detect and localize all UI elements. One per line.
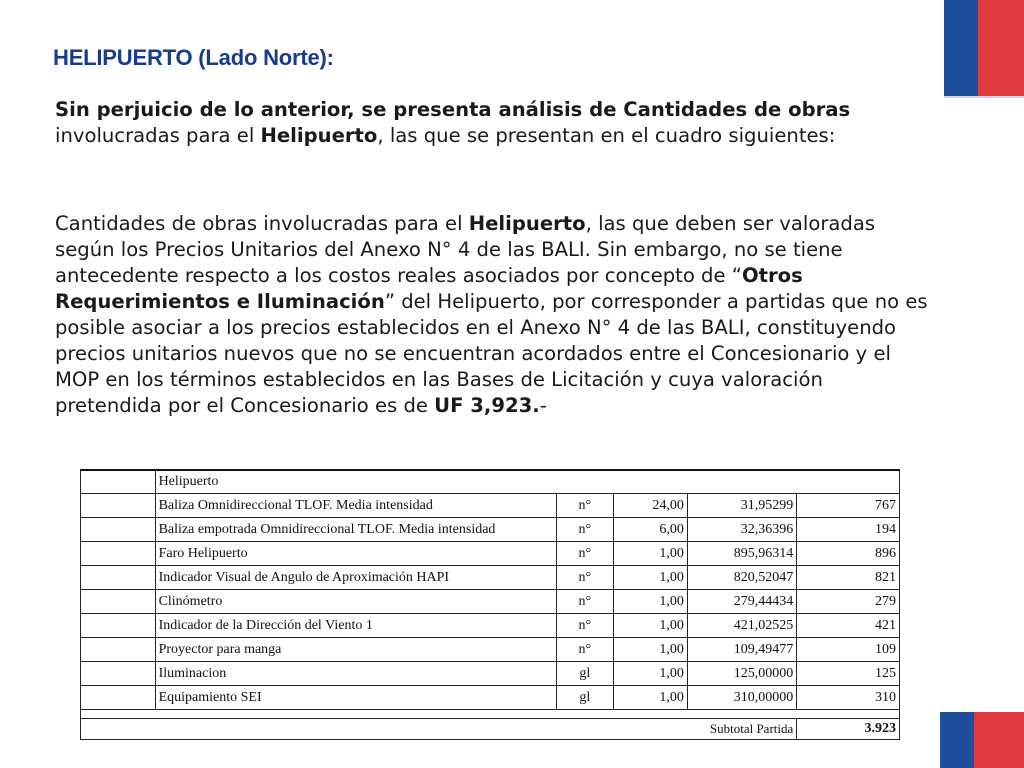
row-total: 896	[797, 542, 900, 566]
row-unit: n°	[556, 542, 614, 566]
table-row	[81, 542, 900, 566]
row-unit: n°	[556, 494, 614, 518]
row-total: 279	[797, 590, 900, 614]
row-unit-price: 820,52047	[687, 566, 796, 590]
row-description: Clinómetro	[155, 590, 556, 614]
row-unit-price: 109,49477	[687, 638, 796, 662]
row-unit-price: 125,00000	[687, 662, 796, 686]
row-description: Baliza Omnidireccional TLOF. Media intensidad	[155, 494, 556, 518]
row-index-cell	[81, 638, 156, 662]
table-row	[81, 494, 900, 518]
gov-flag-logo-top	[944, 0, 1024, 98]
row-description: Equipamiento SEI	[155, 686, 556, 710]
row-description: Faro Helipuerto	[155, 542, 556, 566]
analysis-bold-uf: UF 3,923.	[434, 394, 540, 417]
row-total: 421	[797, 614, 900, 638]
analysis-text-1: Cantidades de obras involucradas para el	[55, 212, 469, 235]
table-row	[81, 590, 900, 614]
row-total: 310	[797, 686, 900, 710]
row-index-cell	[81, 614, 156, 638]
row-quantity: 1,00	[614, 686, 688, 710]
row-quantity: 1,00	[614, 638, 688, 662]
intro-bold-helipuerto: Helipuerto	[260, 124, 378, 147]
row-index-cell	[81, 566, 156, 590]
slide-title: HELIPUERTO (Lado Norte):	[53, 45, 334, 70]
row-unit: gl	[556, 662, 614, 686]
analysis-paragraph	[55, 211, 935, 419]
row-unit-price: 421,02525	[687, 614, 796, 638]
subtotal-row	[81, 719, 900, 740]
row-unit-price: 279,44434	[687, 590, 796, 614]
subtotal-label: Subtotal Partida	[709, 720, 794, 736]
table-row	[81, 662, 900, 686]
gov-flag-logo-bottom	[940, 712, 1024, 768]
row-quantity: 1,00	[614, 662, 688, 686]
intro-text-2: , las que se presentan en el cuadro siguientes:	[377, 124, 836, 147]
analysis-open-quote: “	[731, 264, 742, 287]
row-unit: n°	[556, 518, 614, 542]
row-index-cell	[81, 494, 156, 518]
analysis-text-3: ” del Helipuerto, por corresponder a partidas que no es posible asociar a los precios establecidos en el Anexo N° 4 de las BALI, constituyendo precios unitarios nuevos que no se encuentran acordados entre el Concesionario y el MOP en los términos establecidos en las Bases de Licitación y cuya valoración pretendida por el Concesionario es de	[55, 290, 928, 417]
row-unit: n°	[556, 638, 614, 662]
quantities-table	[80, 469, 900, 740]
row-description: Baliza empotrada Omnidireccional TLOF. Media intensidad	[155, 518, 556, 542]
table-row	[81, 686, 900, 710]
intro-text-1: involucradas para el	[55, 124, 261, 147]
table-spacer-row	[81, 710, 900, 719]
row-total: 109	[797, 638, 900, 662]
row-quantity: 24,00	[614, 494, 688, 518]
table-row	[81, 518, 900, 542]
row-quantity: 6,00	[614, 518, 688, 542]
intro-bold-lead: Sin perjuicio de lo anterior, se presenta análisis de Cantidades de obras	[55, 98, 851, 121]
row-quantity: 1,00	[614, 566, 688, 590]
row-unit-price: 31,95299	[687, 494, 796, 518]
row-total: 767	[797, 494, 900, 518]
table-header-label: Helipuerto	[155, 470, 899, 494]
row-unit: n°	[556, 590, 614, 614]
subtotal-value: 3.923	[797, 719, 900, 740]
row-unit-price: 310,00000	[687, 686, 796, 710]
analysis-text-2: , las que deben ser valoradas según los Precios Unitarios del Anexo N° 4 de las BALI. Sin embargo, no se tiene antecedente respecto a los costos reales asociados por concepto de	[55, 212, 876, 287]
table-row	[81, 614, 900, 638]
row-description: Indicador de la Dirección del Viento 1	[155, 614, 556, 638]
analysis-bold-otros: Otros Requerimientos e Iluminación	[55, 264, 803, 313]
row-description: Iluminacion	[155, 662, 556, 686]
row-total: 125	[797, 662, 900, 686]
row-quantity: 1,00	[614, 542, 688, 566]
row-unit-price: 895,96314	[687, 542, 796, 566]
analysis-text-4: -	[539, 394, 547, 417]
row-description: Proyector para manga	[155, 638, 556, 662]
table-header-row	[81, 470, 900, 494]
intro-paragraph	[55, 97, 935, 149]
row-unit-price: 32,36396	[687, 518, 796, 542]
row-index-cell	[81, 518, 156, 542]
row-index-cell	[81, 662, 156, 686]
row-description: Indicador Visual de Angulo de Aproximación HAPI	[155, 566, 556, 590]
row-unit: gl	[556, 686, 614, 710]
row-unit: n°	[556, 566, 614, 590]
row-index-cell	[81, 686, 156, 710]
row-unit: n°	[556, 614, 614, 638]
row-total: 194	[797, 518, 900, 542]
row-quantity: 1,00	[614, 590, 688, 614]
row-total: 821	[797, 566, 900, 590]
row-index-cell	[81, 590, 156, 614]
analysis-bold-helipuerto: Helipuerto	[468, 212, 586, 235]
row-index-cell	[81, 542, 156, 566]
table-row	[81, 566, 900, 590]
row-quantity: 1,00	[614, 614, 688, 638]
table-row	[81, 638, 900, 662]
